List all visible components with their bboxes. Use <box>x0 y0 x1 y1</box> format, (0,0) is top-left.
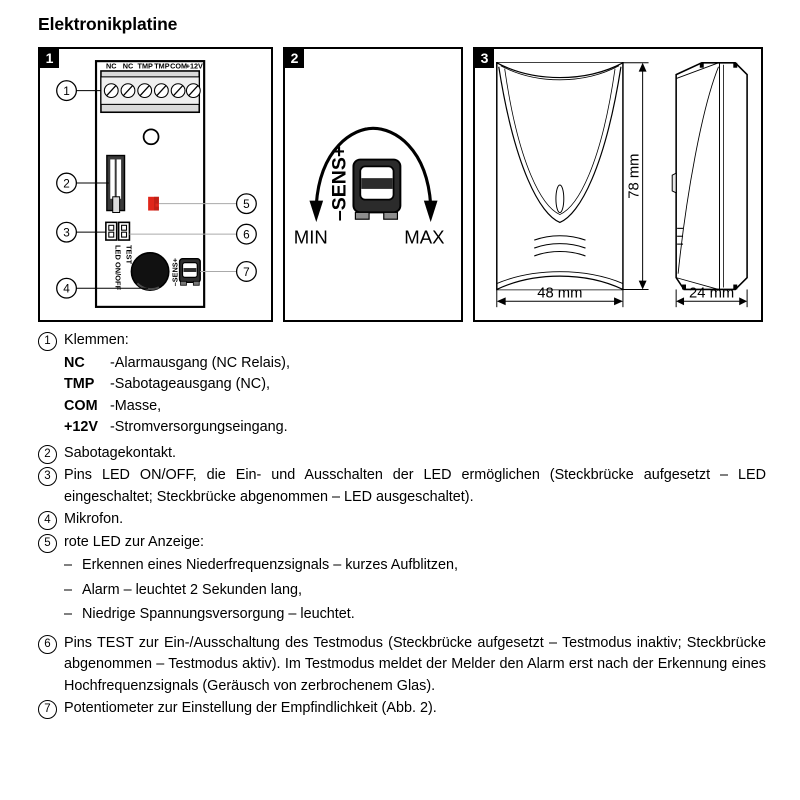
panel-number-1: 1 <box>40 49 59 68</box>
svg-text:–SENS+: –SENS+ <box>170 258 180 287</box>
terminal-desc: Masse, <box>114 397 162 414</box>
svg-text:5: 5 <box>243 198 250 212</box>
terminal-dash: - <box>110 397 115 414</box>
svg-text:NC: NC <box>122 61 134 71</box>
potentiometer-drawing <box>285 49 461 320</box>
legend-text-2: Sabotagekontakt. <box>64 444 177 461</box>
legend-bullet-1: 1 <box>38 332 57 351</box>
svg-text:NC: NC <box>106 61 117 71</box>
legend-item-5 <box>38 532 766 554</box>
figure-panel-potentiometer <box>283 47 463 322</box>
terminal-dash: - <box>110 354 115 371</box>
svg-text:4: 4 <box>63 282 70 296</box>
figure-panel-dimensions <box>473 47 763 322</box>
legend-item-1 <box>38 330 766 352</box>
svg-text:+12V: +12V <box>185 61 203 71</box>
sub-bullet-dash: – <box>64 581 73 598</box>
list-item <box>64 580 766 602</box>
panel-number-2: 2 <box>285 49 304 68</box>
legend-item-6 <box>38 633 766 698</box>
legend-bullet-2: 2 <box>38 445 57 464</box>
svg-text:1: 1 <box>63 85 70 99</box>
svg-text:2: 2 <box>63 177 70 191</box>
figure-strip <box>38 47 763 322</box>
table-row <box>64 374 290 396</box>
legend-text-3: Pins LED ON/OFF, die Ein- und Ausschalten der LED ermöglichen (Steckbrücke aufgesetzt – LED eingeschaltet; Steckbrücke abgenommen – LED ausgeschaltet). <box>64 467 766 505</box>
panel-number-3: 3 <box>475 49 494 68</box>
terminal-symbol: TMP <box>64 376 95 392</box>
list-item <box>64 555 766 577</box>
legend-bullet-7: 7 <box>38 700 57 719</box>
terminal-desc: Alarmausgang (NC Relais), <box>114 354 290 371</box>
led-indication-sublist <box>64 555 766 626</box>
svg-text:6: 6 <box>243 228 250 242</box>
dimension-height-text: 78 mm <box>626 153 643 199</box>
legend-list <box>38 330 766 721</box>
terminal-desc: Sabotageausgang (NC), <box>114 376 270 392</box>
dimension-width-text: 48 mm <box>537 285 583 302</box>
svg-text:7: 7 <box>243 265 250 279</box>
max-label: MAX <box>404 226 445 248</box>
terminal-symbol: COM <box>64 397 98 414</box>
legend-bullet-4: 4 <box>38 511 57 530</box>
legend-text-5: rote LED zur Anzeige: <box>64 533 204 550</box>
sub-bullet-text: Alarm – leuchtet 2 Sekunden lang, <box>82 581 302 598</box>
list-item <box>64 604 766 626</box>
legend-item-7 <box>38 698 766 720</box>
page-title: Elektronikplatine <box>38 14 178 34</box>
svg-text:TMP: TMP <box>154 61 170 71</box>
table-row <box>64 417 290 439</box>
svg-text:LED ON/OFF: LED ON/OFF <box>113 244 123 291</box>
table-row <box>64 353 290 375</box>
pcb-drawing <box>40 49 271 320</box>
terminal-dash: - <box>110 376 115 392</box>
sub-bullet-text: Niedrige Spannungsversorgung – leuchtet. <box>82 606 355 622</box>
sub-bullet-dash: – <box>64 606 73 622</box>
svg-text:3: 3 <box>63 226 70 240</box>
figure-panel-pcb <box>38 47 273 322</box>
dimensions-drawing <box>475 49 761 320</box>
legend-text-7: Potentiometer zur Einstellung der Empfindlichkeit (Abb. 2). <box>64 700 437 716</box>
legend-bullet-5: 5 <box>38 534 57 553</box>
legend-item-4 <box>38 509 766 531</box>
table-row <box>64 396 290 418</box>
terminal-dash: - <box>110 419 115 435</box>
sens-label-vertical: –SENS+ <box>328 145 351 222</box>
svg-text:COM: COM <box>170 61 188 71</box>
legend-bullet-3: 3 <box>38 467 57 486</box>
terminal-table <box>64 353 290 439</box>
legend-item-2 <box>38 443 766 465</box>
legend-text-4: Mikrofon. <box>64 511 124 527</box>
dimension-depth-text: 24 mm <box>689 285 735 302</box>
svg-text:TEST: TEST <box>124 244 134 265</box>
terminal-symbol: NC <box>64 354 85 371</box>
min-label: MIN <box>293 226 328 248</box>
sub-bullet-dash: – <box>64 557 73 573</box>
terminal-desc: Stromversorgungseingang. <box>114 419 288 435</box>
sub-bullet-text: Erkennen eines Niederfrequenzsignals – kurzes Aufblitzen, <box>82 557 458 573</box>
terminal-symbol: +12V <box>64 419 99 435</box>
svg-text:TMP: TMP <box>137 61 153 71</box>
legend-item-3 <box>38 465 766 508</box>
legend-bullet-6: 6 <box>38 635 57 654</box>
legend-text-6: Pins TEST zur Ein-/Ausschaltung des Testmodus (Steckbrücke aufgesetzt – Testmodus inaktiv; Steckbrücke abgenommen – Testmodus aktiv). Im Testmodus meldet der Melder den Alarm erst nach der Erkennung eines Hochfrequenzsignals (Geräusch von zerbrochenem Glas). <box>64 634 766 694</box>
legend-text-1: Klemmen: <box>64 332 129 348</box>
